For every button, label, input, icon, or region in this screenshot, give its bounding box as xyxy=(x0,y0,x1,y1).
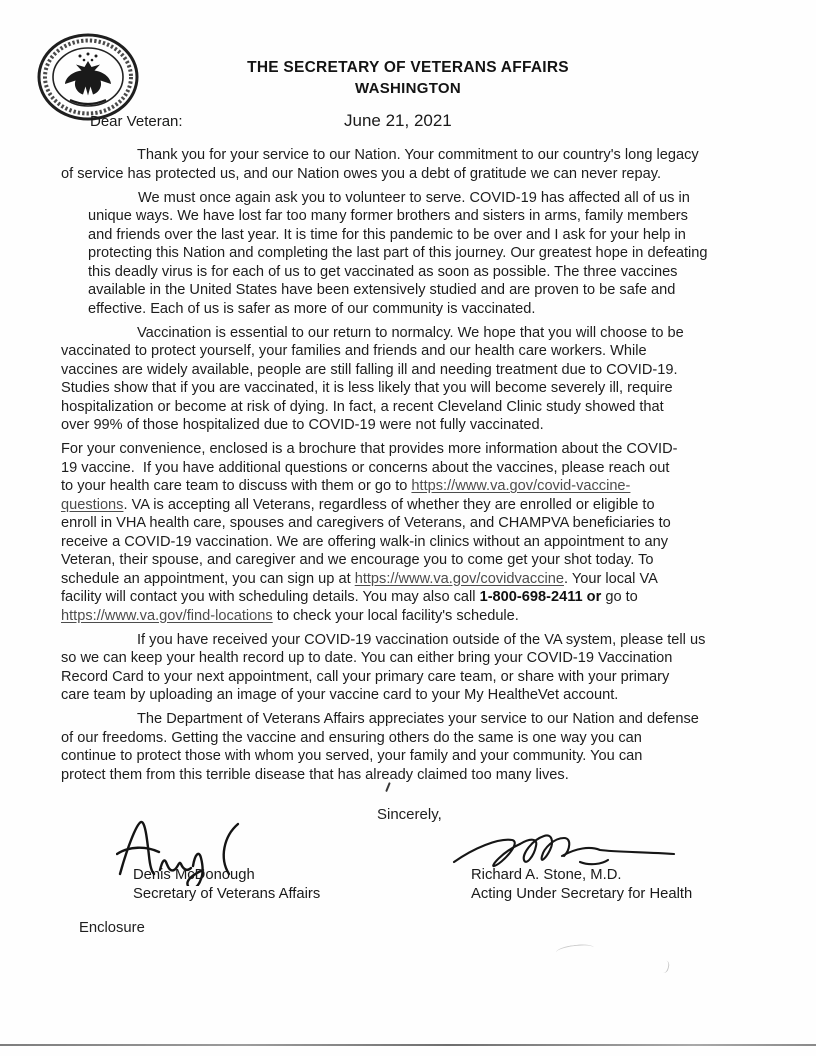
signer-title: Acting Under Secretary for Health xyxy=(471,885,693,902)
text-line: We must once again ask you to volunteer to serve. COVID-19 has affected all of us in xyxy=(138,189,690,206)
paragraph xyxy=(61,146,767,183)
text-line: schedule an appointment, you can sign up at https://www.va.gov/covidvaccine. Your local VA xyxy=(61,570,658,587)
signer-block-left xyxy=(133,866,320,903)
text-line: https://www.va.gov/find-locations to check your local facility's schedule. xyxy=(61,607,519,624)
scan-artifact-line xyxy=(0,1044,816,1046)
text-line: 19 vaccine. If you have additional questions or concerns about the vaccines, please reach out xyxy=(61,459,670,476)
paragraph xyxy=(61,710,767,784)
text-line: over 99% of those hospitalized due to COVID-19 were not fully vaccinated. xyxy=(61,417,544,433)
bold-text: 1-800-698-2411 or xyxy=(479,589,602,605)
text-line: facility will contact you with scheduling details. You may also call 1-800-698-2411 or go to xyxy=(61,589,638,605)
text-line: questions. VA is accepting all Veterans, regardless of whether they are enrolled or eligible to xyxy=(61,496,655,513)
signer-block-right xyxy=(471,866,692,903)
text-line: Record Card to your next appointment, call your primary care team, or share with your primary xyxy=(61,668,670,685)
text-line: The Department of Veterans Affairs appreciates your service to our Nation and defense xyxy=(137,711,699,727)
text-line: Veteran, their spouse, and caregiver and we encourage you to come get your shot today. To xyxy=(61,552,654,568)
text-line: effective. Each of us is safer as more of our community is vaccinated. xyxy=(88,300,536,317)
signer-title: Secretary of Veterans Affairs xyxy=(133,885,321,902)
paragraph xyxy=(61,324,767,435)
text-line: protect them from this terrible disease that has already claimed too many lives. xyxy=(61,766,569,783)
text-line: continue to protect those with whom you served, your family and your community. You can xyxy=(61,748,643,764)
salutation: Dear Veteran: xyxy=(90,113,183,130)
text-line: available in the United States have been extensively studied and are proven to be safe and xyxy=(88,282,676,298)
text-line: so we can keep your health record up to date. You can either bring your COVID-19 Vaccination xyxy=(61,650,673,666)
text-line: Vaccination is essential to our return to normalcy. We hope that you will choose to be xyxy=(137,324,684,341)
text-line: hospitalization or become at risk of dying. In fact, a recent Cleveland Clinic study showed that xyxy=(61,398,664,415)
hyperlink[interactable]: questions xyxy=(61,496,124,513)
text-line: For your convenience, enclosed is a brochure that provides more information about the COVID- xyxy=(61,441,678,457)
text-line: Studies show that if you are vaccinated, it is less likely that you will become severely ill, require xyxy=(61,380,673,396)
text-line: care team by uploading an image of your vaccine card to your My HealtheVet account. xyxy=(61,687,619,703)
text-line: Thank you for your service to our Nation. Your commitment to our country's long legacy xyxy=(137,147,699,163)
signer-name: Richard A. Stone, M.D. xyxy=(471,867,622,883)
letterhead-subtitle: WASHINGTON xyxy=(354,80,462,97)
letter-date: June 21, 2021 xyxy=(344,111,452,130)
letter-body xyxy=(61,146,767,790)
paragraph xyxy=(88,189,767,319)
text-line: protecting this Nation and completing the last part of this journey. Our greatest hope in defeating xyxy=(88,245,708,261)
text-line: If you have received your COVID-19 vaccination outside of the VA system, please tell us xyxy=(137,631,706,648)
text-line: to your health care team to discuss with them or go to https://www.va.gov/covid-vaccine- xyxy=(61,478,631,494)
signer-name: Denis McDonough xyxy=(133,867,255,883)
paragraph xyxy=(61,631,767,705)
enclosure-note: Enclosure xyxy=(79,920,145,936)
paragraph xyxy=(61,440,767,625)
scan-artifact-curve xyxy=(658,959,671,974)
text-line: vaccines are widely available, people are still falling ill and needing treatment due to COVID-19. xyxy=(61,361,678,378)
text-line: of our freedoms. Getting the vaccine and ensuring others do the same is one way you can xyxy=(61,729,642,746)
text-line: of service has protected us, and our Nation owes you a debt of gratitude we can never repay. xyxy=(61,165,662,182)
closing-sincerely: Sincerely, xyxy=(377,806,442,823)
text-line: vaccinated to protect yourself, your families and friends and our health care workers. While xyxy=(61,343,647,359)
text-line: unique ways. We have lost far too many former brothers and sisters in arms, family members xyxy=(88,208,688,224)
scan-artifact-curve xyxy=(556,943,595,958)
text-line: enroll in VHA health care, spouses and caregivers of Veterans, and CHAMPVA beneficiaries to xyxy=(61,515,671,531)
hyperlink[interactable]: https://www.va.gov/covidvaccine xyxy=(354,570,564,587)
text-line: receive a COVID-19 vaccination. We are offering walk-in clinics without an appointment to any xyxy=(61,533,669,550)
letterhead-title: THE SECRETARY OF VETERANS AFFAIRS xyxy=(247,59,569,76)
letterhead xyxy=(0,57,816,99)
text-line: and friends over the last year. It is time for this pandemic to be over and I ask for your help in xyxy=(88,226,686,243)
hyperlink[interactable]: https://www.va.gov/covid-vaccine- xyxy=(411,478,631,494)
hyperlink[interactable]: https://www.va.gov/find-locations xyxy=(61,607,273,624)
text-line: this deadly virus is for each of us to get vaccinated as soon as possible. The three vaccines xyxy=(88,263,678,280)
